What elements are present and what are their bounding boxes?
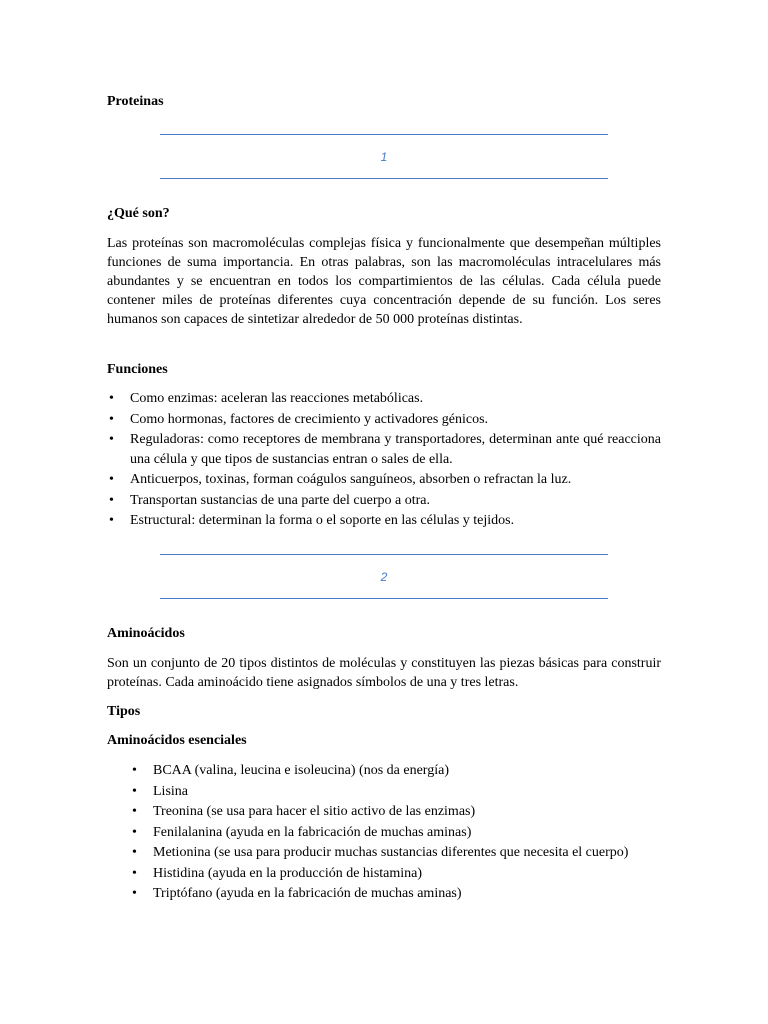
list-item: • Histidina (ayuda en la producción de histamina) [130,864,661,884]
list-item: • Como hormonas, factores de crecimiento y activadores génicos. [107,410,661,430]
essential-aminoacids-list [130,761,661,905]
list-item: • Treonina (se usa para hacer el sitio activo de las enzimas) [130,802,661,822]
list-item: • Estructural: determinan la forma o el soporte en las células y tejidos. [107,511,661,531]
subheading-esenciales: Aminoácidos esenciales [107,733,247,748]
list-item: • Como enzimas: aceleran las reacciones metabólicas. [107,389,661,409]
page-divider-bottom-1 [160,178,608,179]
document-title: Proteinas [107,94,164,109]
list-item: • Transportan sustancias de una parte del cuerpo a otra. [107,491,661,511]
list-item: • BCAA (valina, leucina e isoleucina) (nos da energía) [130,761,661,781]
page-number-1: 1 [380,150,388,164]
page-divider-bottom-2 [160,598,608,599]
page-divider-top-2 [160,554,608,555]
list-item: • Anticuerpos, toxinas, forman coágulos sanguíneos, absorben o refractan la luz. [107,470,661,490]
list-item: • Metionina (se usa para producir muchas sustancias diferentes que necesita el cuerpo) [130,843,661,863]
heading-funciones: Funciones [107,362,168,377]
list-item: • Reguladoras: como receptores de membrana y transportadores, determinan ante qué reacciona una célula y que tipos de sustancias entran o sales de ella. [107,430,661,469]
page-divider-top-1 [160,134,608,135]
list-item: • Lisina [130,782,661,802]
page-number-2: 2 [380,570,388,584]
list-item: • Fenilalanina (ayuda en la fabricación de muchas aminas) [130,823,661,843]
paragraph-que-son: Las proteínas son macromoléculas complejas física y funcionalmente que desempeñan múltiples funciones de suma importancia. En otras palabras, son las macromoléculas intracelulares más abundantes y se encuentran en todos los compartimientos de las células. Cada célula puede contener miles de proteínas diferentes cuya concentración depende de su función. Los seres humanos son capaces de sintetizar alrededor de 50 000 proteínas distintas. [107,236,661,327]
heading-tipos: Tipos [107,704,141,719]
heading-aminoacidos: Aminoácidos [107,626,185,641]
list-item: • Triptófano (ayuda en la fabricación de muchas aminas) [130,884,661,904]
functions-list [107,389,661,532]
heading-que-son: ¿Qué son? [107,206,170,221]
paragraph-aminoacidos: Son un conjunto de 20 tipos distintos de moléculas y constituyen las piezas básicas para construir proteínas. Cada aminoácido tiene asignados símbolos de una y tres letras. [107,656,661,690]
